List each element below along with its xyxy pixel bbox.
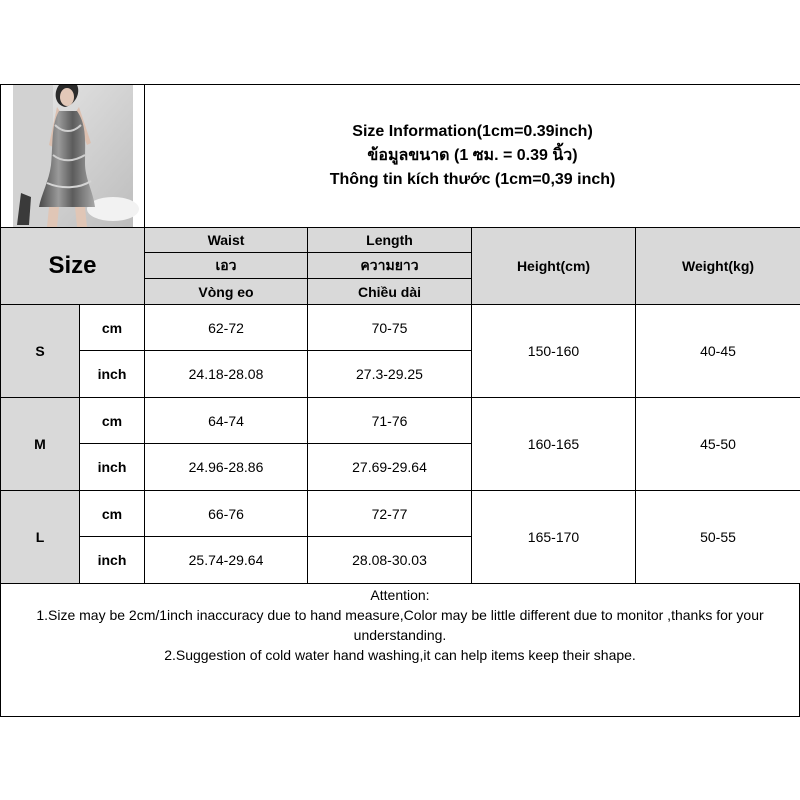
size-information-header (145, 85, 800, 228)
weight-value: 50-55 (636, 491, 800, 584)
waist-inch-value: 25.74-29.64 (145, 537, 308, 584)
unit-cm-label: cm (80, 305, 145, 351)
header-title-thai: ข้อมูลขนาด (1 ซม. = 0.39 นิ้ว) (367, 147, 578, 164)
length-cm-value: 72-77 (308, 491, 472, 537)
waist-cm-value: 62-72 (145, 305, 308, 351)
attention-note-1: 1.Size may be 2cm/1inch inaccuracy due to hand measure,Color may be little different due to monitor ,thanks for your understanding. (36, 607, 764, 643)
waist-inch-value: 24.18-28.08 (145, 351, 308, 398)
height-header: Height(cm) (472, 228, 636, 305)
height-value: 160-165 (472, 398, 636, 491)
attention-title: Attention: (370, 587, 430, 603)
header-title-vietnamese: Thông tin kích thước (1cm=0,39 inch) (329, 171, 616, 188)
waist-cm-value: 64-74 (145, 398, 308, 444)
height-value: 165-170 (472, 491, 636, 584)
size-l-label: L (1, 491, 80, 584)
length-cm-value: 71-76 (308, 398, 472, 444)
length-inch-value: 27.69-29.64 (308, 444, 472, 491)
size-m-label: M (1, 398, 80, 491)
attention-note-2: 2.Suggestion of cold water hand washing,it can help items keep their shape. (164, 647, 636, 663)
length-header-thai: ความยาว (308, 253, 472, 279)
height-value: 150-160 (472, 305, 636, 398)
unit-inch-label: inch (80, 444, 145, 491)
waist-header-vietnamese: Vòng eo (145, 279, 308, 305)
unit-cm-label: cm (80, 491, 145, 537)
size-s-label: S (1, 305, 80, 398)
unit-inch-label: inch (80, 537, 145, 584)
weight-header: Weight(kg) (636, 228, 800, 305)
product-photo-cell (1, 85, 145, 228)
size-chart-table (0, 84, 800, 584)
length-header-vietnamese: Chiều dài (308, 279, 472, 305)
waist-inch-value: 24.96-28.86 (145, 444, 308, 491)
waist-header-thai: เอว (145, 253, 308, 279)
header-title-english: Size Information(1cm=0.39inch) (352, 123, 593, 140)
unit-cm-label: cm (80, 398, 145, 444)
attention-notes (0, 584, 800, 717)
size-column-header: Size (1, 228, 145, 305)
unit-inch-label: inch (80, 351, 145, 398)
length-inch-value: 27.3-29.25 (308, 351, 472, 398)
product-photo (1, 85, 145, 227)
length-header-english: Length (308, 228, 472, 253)
weight-value: 45-50 (636, 398, 800, 491)
length-cm-value: 70-75 (308, 305, 472, 351)
waist-cm-value: 66-76 (145, 491, 308, 537)
length-inch-value: 28.08-30.03 (308, 537, 472, 584)
weight-value: 40-45 (636, 305, 800, 398)
waist-header-english: Waist (145, 228, 308, 253)
